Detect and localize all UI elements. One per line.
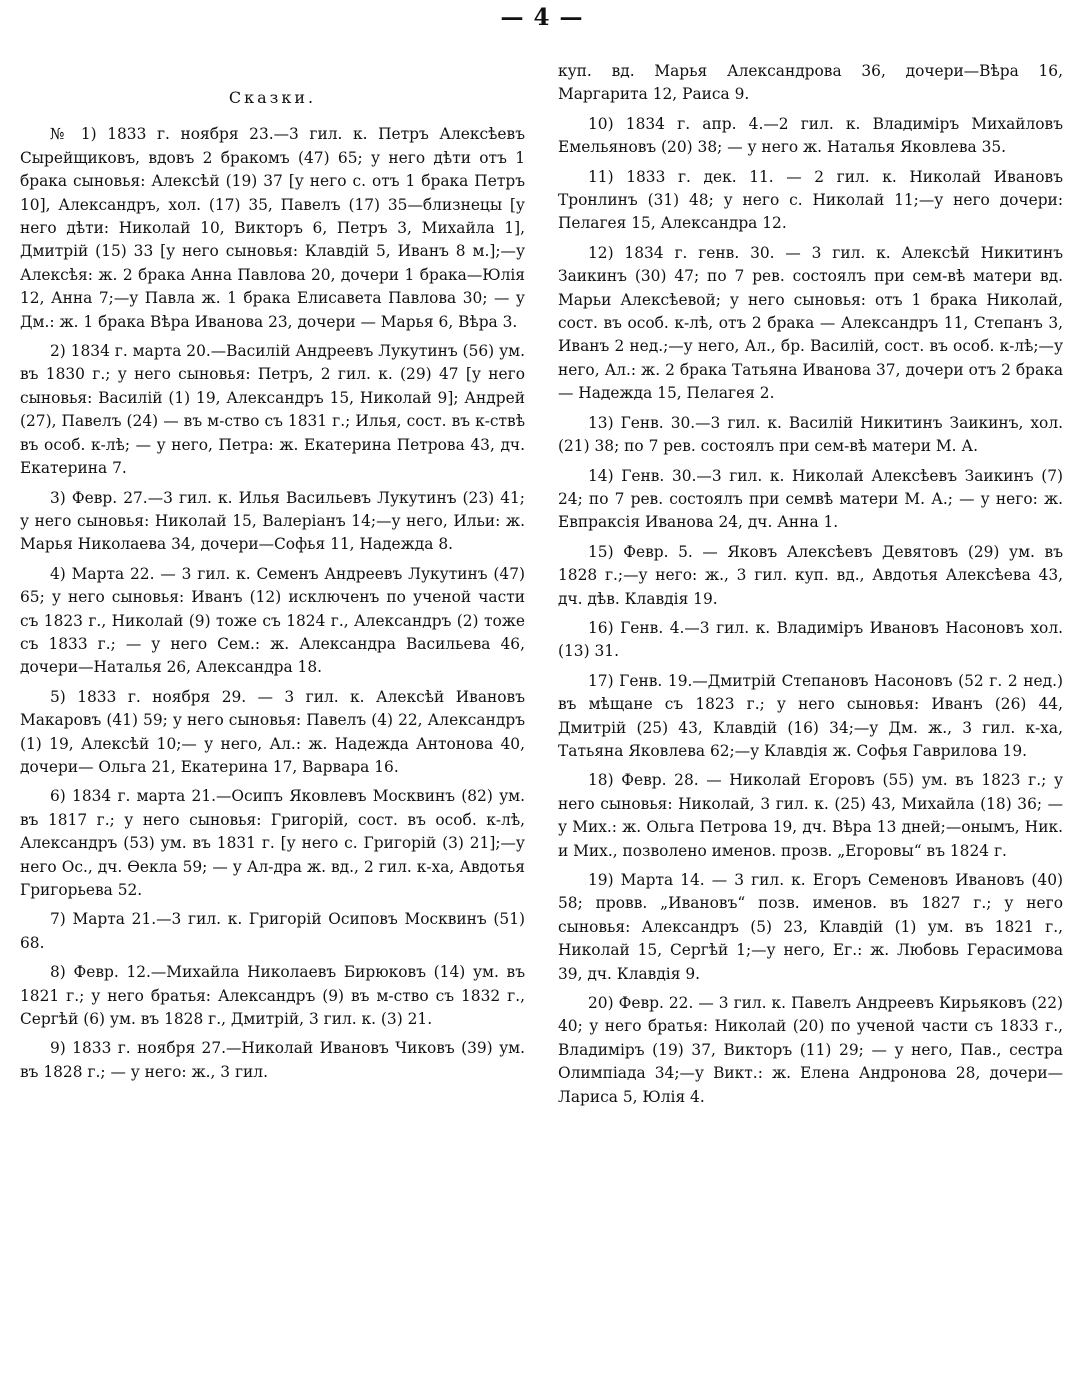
right-column (558, 60, 1063, 1115)
entry-6: 6) 1834 г. марта 21.—Осипъ Яковлевъ Москвинъ (82) ум. въ 1817 г.; у него сыновья: Григорій, сост. въ особ. к-лѣ, Александръ (53) ум. въ 1831 г. [у него с. Григорій (3) 21];—у него Ос., дч. Ѳекла 59; — у Ал-дра ж. вд., 2 гил. к-ха, Авдотья Григорьева 52. (20, 787, 525, 899)
entry-15: 15) Февр. 5. — Яковъ Алексѣевъ Девятовъ (29) ум. въ 1828 г.;—у него: ж., 3 гил. куп. вд., Авдотья Алексѣева 43, дч. дѣв. Клавдія 19. (558, 542, 1063, 608)
entry-3: 3) Февр. 27.—3 гил. к. Илья Васильевъ Лукутинъ (23) 41; у него сыновья: Николай 15, Валеріанъ 14;—у него, Ильи: ж. Марья Николаева 34, дочери—Софья 11, Надежда 8. (20, 488, 525, 554)
entry-8: 8) Февр. 12.—Михайла Николаевъ Бирюковъ (14) ум. въ 1821 г.; у него братья: Александръ (9) въ м-ство съ 1832 г., Сергѣй (6) ум. въ 1828 г., Дмитрій, 3 гил. к. (3) 21. (20, 963, 525, 1029)
entry-5: 5) 1833 г. ноября 29. — 3 гил. к. Алексѣй Ивановъ Макаровъ (41) 59; у него сыновья: Павелъ (4) 22, Александръ (1) 19, Алексѣй 10;— у него, Ал.: ж. Надежда Антонова 40, дочери— Ольга 21, Екатерина 17, Варвара 16. (20, 687, 525, 776)
entry-16: 16) Генв. 4.—3 гил. к. Владиміръ Ивановъ Насоновъ хол. (13) 31. (558, 618, 1063, 661)
entry-9-continuation: куп. вд. Марья Александрова 36, дочери—Вѣра 16, Маргарита 12, Раиса 9. (558, 62, 1063, 104)
entry-13: 13) Генв. 30.—3 гил. к. Василій Никитинъ Заикинъ, хол. (21) 38; по 7 рев. состоялъ при сем-вѣ матери М. А. (558, 413, 1063, 456)
page-number: — 4 — (500, 4, 584, 31)
left-column (20, 86, 525, 1090)
entry-19: 19) Марта 14. — 3 гил. к. Егоръ Семеновъ Ивановъ (40) 58; провв. „Ивановъ“ позв. именов. въ 1827 г.; у него сыновья: Александръ (5) 23, Клавдій (1) ум. въ 1821 г., Николай 15, Сергѣй 1;—у него, Ег.: ж. Любовь Герасимова 39, дч. Клавдія 9. (558, 871, 1063, 983)
section-title: Сказки. (228, 88, 317, 107)
entry-2: 2) 1834 г. марта 20.—Василій Андреевъ Лукутинъ (56) ум. въ 1830 г.; у него сыновья: Петръ, 2 гил. к. (29) 47 [у него сыновья: Василій (1) 19, Александръ 15, Николай 9]; Андрей (27), Павелъ (24) — въ м-ство съ 1831 г.; Илья, сост. въ к-ствѣ въ особ. к-лѣ; — у него, Петра: ж. Екатерина Петрова 43, дч. Екатерина 7. (20, 342, 525, 478)
entry-20: 20) Февр. 22. — 3 гил. к. Павелъ Андреевъ Кирьяковъ (22) 40; у него братья: Николай (20) по ученой части съ 1833 г., Владиміръ (19) 37, Викторъ (11) 29; — у него, Пав., сестра Олимпіада 34;—у Викт.: ж. Елена Андронова 28, дочери—Лариса 5, Юлія 4. (558, 994, 1063, 1106)
entry-11: 11) 1833 г. дек. 11. — 2 гил. к. Николай Ивановъ Тронлинъ (31) 48; у него с. Николай 11;—у него дочери: Пелагея 15, Александра 12. (558, 167, 1063, 233)
entry-4: 4) Марта 22. — 3 гил. к. Семенъ Андреевъ Лукутинъ (47) 65; у него сыновья: Иванъ (12) исключенъ по ученой части съ 1823 г., Николай (9) тоже съ 1824 г., Александръ (2) тоже съ 1833 г.; — у него Сем.: ж. Александра Васильева 46, дочери—Наталья 26, Александра 18. (20, 564, 525, 677)
entry-12: 12) 1834 г. генв. 30. — 3 гил. к. Алексѣй Никитинъ Заикинъ (30) 47; по 7 рев. состоялъ при сем-вѣ матери вд. Марьи Алексѣевой; у него сыновья: отъ 1 брака Николай, сост. въ особ. к-лѣ, отъ 2 брака — Александръ 11, Степанъ 3, Иванъ 2 нед.;—у него, Ал., бр. Василій, сост. въ особ. к-лѣ;—у него, Ал.: ж. 2 брака Татьяна Иванова 37, дочери отъ 2 брака — Надежда 15, Пелагея 2. (558, 243, 1063, 403)
entry-10: 10) 1834 г. апр. 4.—2 гил. к. Владиміръ Михайловъ Емельяновъ (20) 38; — у него ж. Наталья Яковлева 35. (558, 114, 1063, 157)
entry-18: 18) Февр. 28. — Николай Егоровъ (55) ум. въ 1823 г.; у него сыновья: Николай, 3 гил. к. (25) 43, Михайла (18) 36; — у Мих.: ж. Ольга Петрова 19, дч. Вѣра 13 дней;—онымъ, Ник. и Мих., позволено именов. прозв. „Егоровы“ въ 1824 г. (558, 771, 1063, 860)
entry-14: 14) Генв. 30.—3 гил. к. Николай Алексѣевъ Заикинъ (7) 24; по 7 рев. состоялъ при семвѣ матери М. А.; — у него: ж. Евпраксія Иванова 24, дч. Анна 1. (558, 466, 1063, 532)
entry-17: 17) Генв. 19.—Дмитрій Степановъ Насоновъ (52 г. 2 нед.) въ мѣщане съ 1823 г.; у него сыновья: Иванъ (26) 44, Дмитрій (25) 43, Клавдій (16) 34;—у Дм. ж., 3 гил. к-ха, Татьяна Яковлева 62;—у Клавдія ж. Софья Гаврилова 19. (558, 671, 1063, 760)
entry-1: № 1) 1833 г. ноября 23.—3 гил. к. Петръ Алексѣевъ Сырейщиковъ, вдовъ 2 бракомъ (47) 65; у него дѣти отъ 1 брака сыновья: Алексѣй (19) 37 [у него с. отъ 1 брака Петръ 10], Александръ, хол. (17) 35, Павелъ (17) 35—близнецы [у него дѣти: Николай 10, Викторъ 6, Петръ 3, Михайла 1], Дмитрій (15) 33 [у него сыновья: Клавдій 5, Иванъ 8 м.];—у Алексѣя: ж. 2 брака Анна Павлова 20, дочери 1 брака—Юлія 12, Анна 7;—у Павла ж. 1 брака Елисавета Павлова 30; — у Дм.: ж. 1 брака Вѣра Иванова 23, дочери — Марья 6, Вѣра 3. (20, 125, 525, 331)
entry-9: 9) 1833 г. ноября 27.—Николай Ивановъ Чиковъ (39) ум. въ 1828 г.; — у него: ж., 3 гил. (20, 1039, 525, 1081)
entry-7: 7) Марта 21.—3 гил. к. Григорій Осиповъ Москвинъ (51) 68. (20, 910, 525, 952)
